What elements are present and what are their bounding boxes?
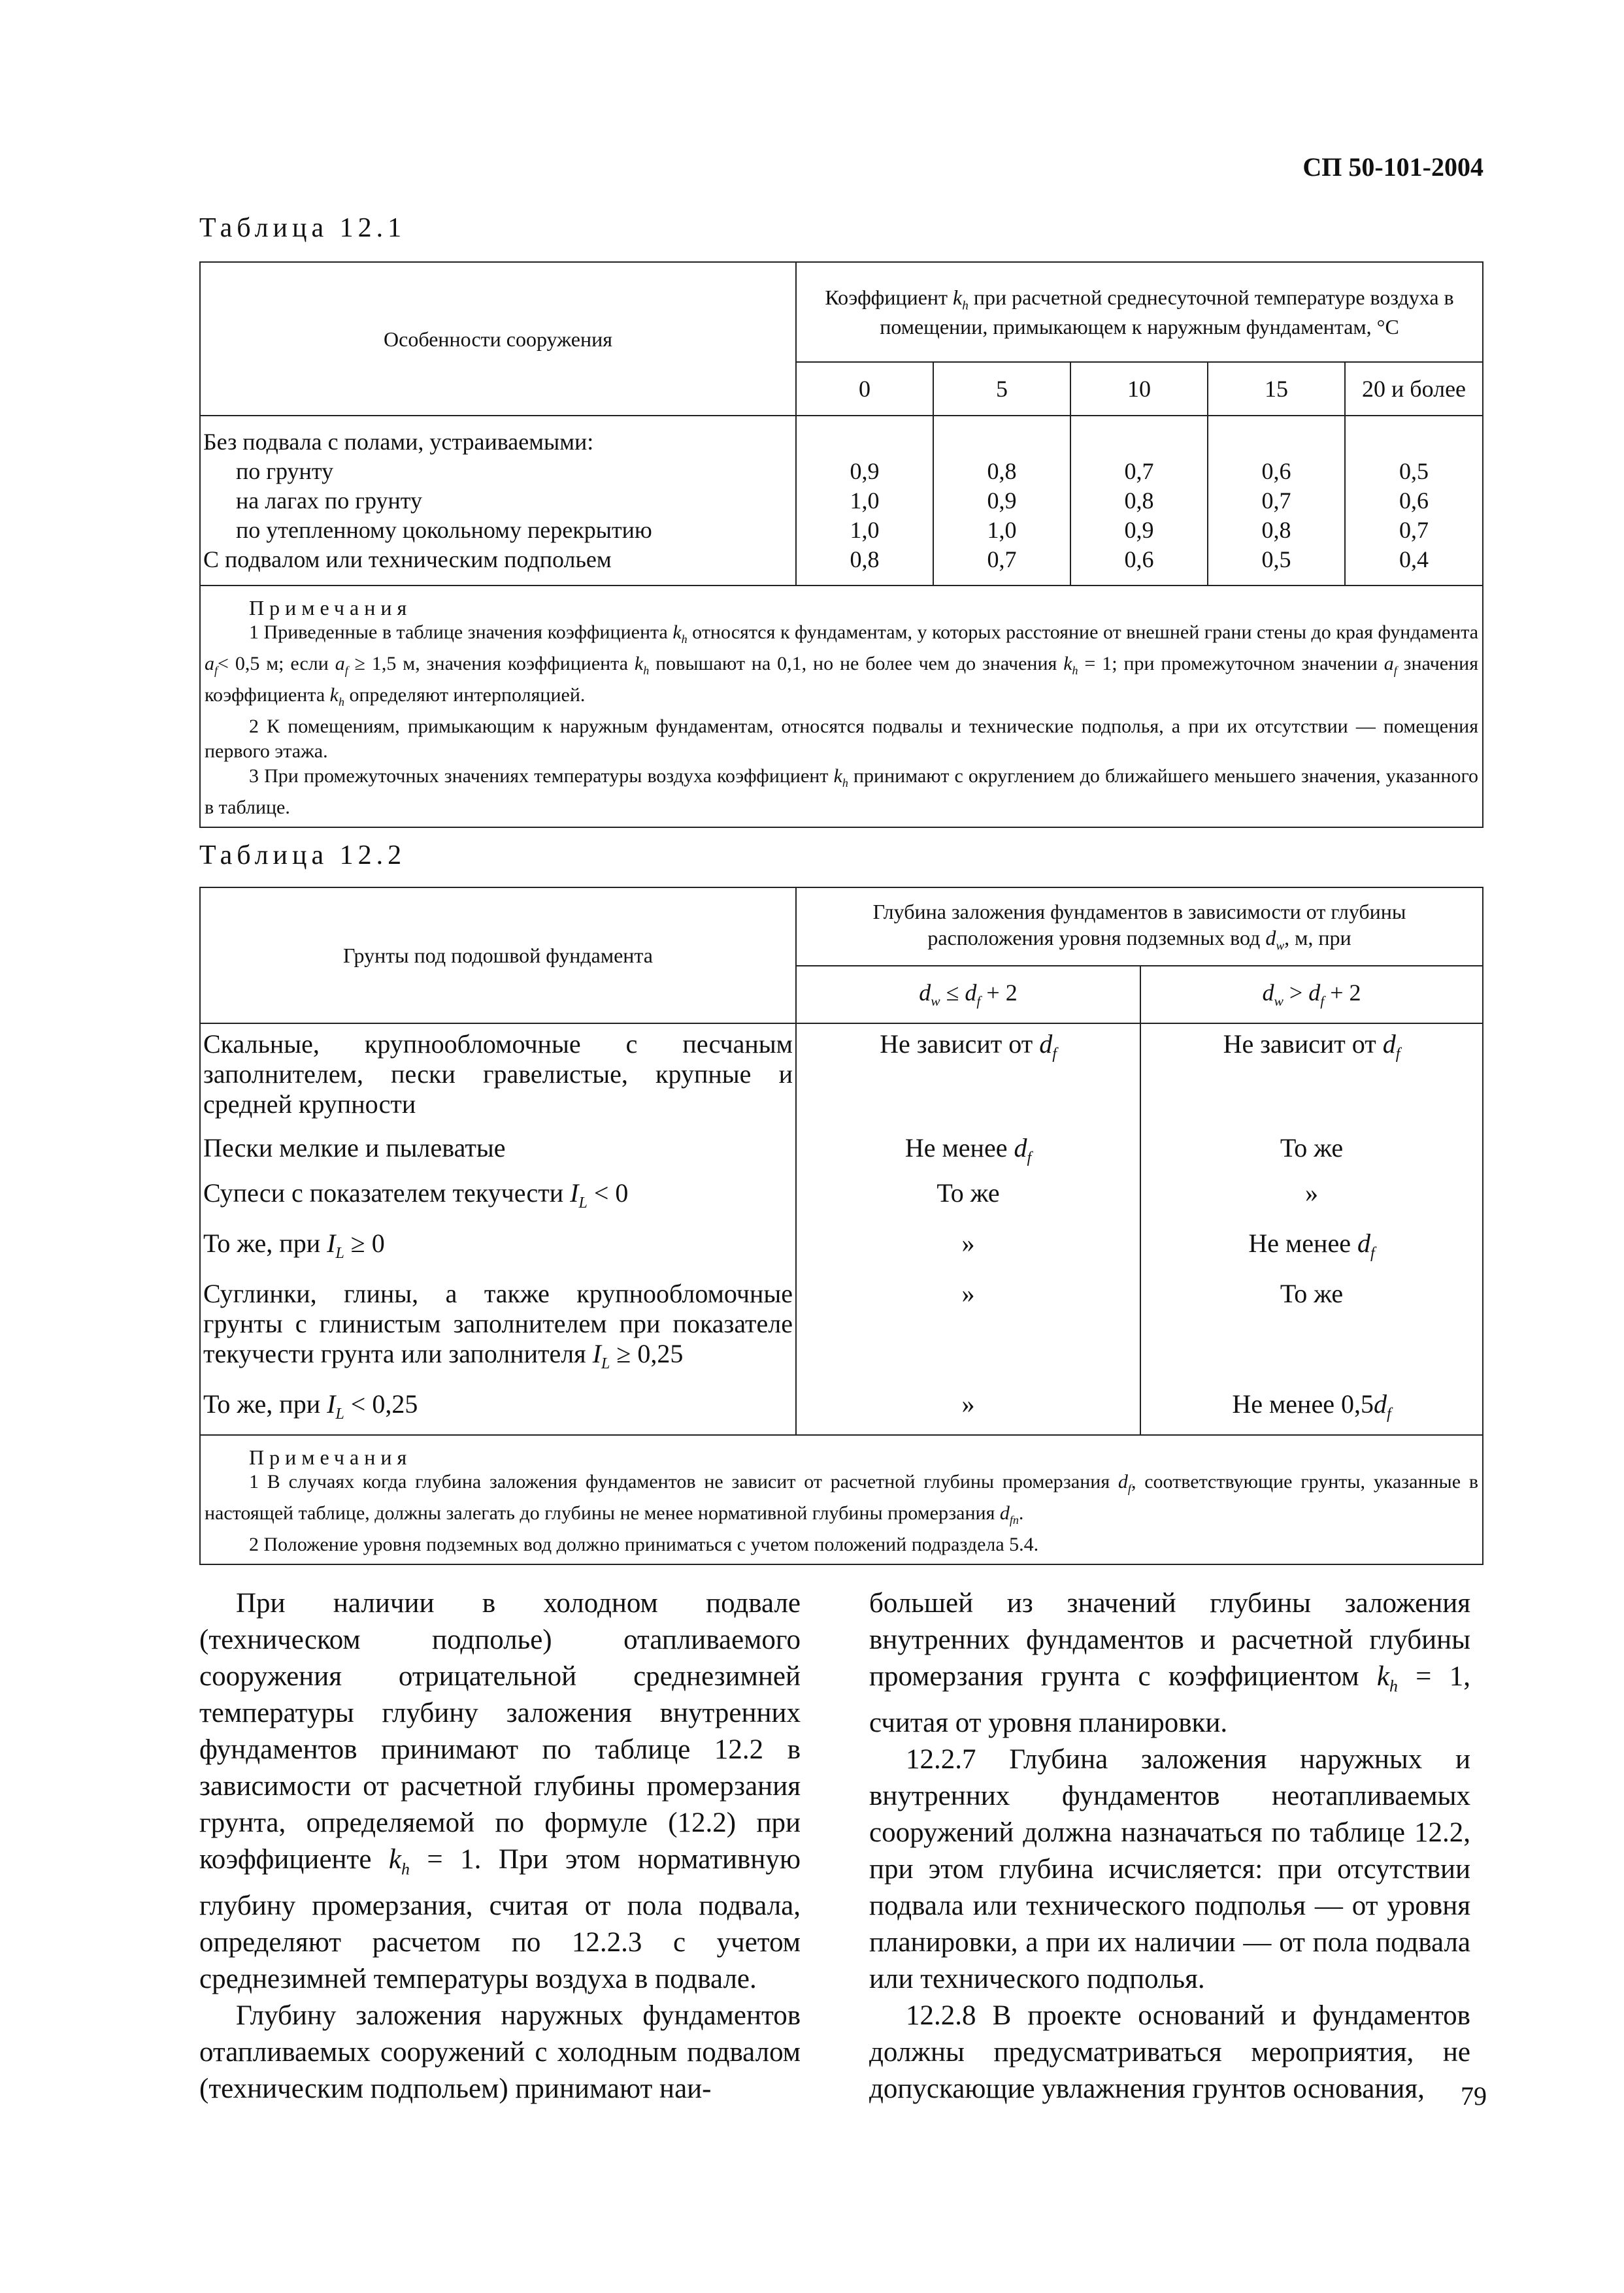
table-12-2-depth-header: Глубина заложения фундаментов в зависимости от глубины расположения уровня подземных вод $d_w$, м, при xyxy=(796,887,1483,966)
body-column-left xyxy=(199,1585,801,2107)
table-12-2-notes xyxy=(200,1435,1483,1564)
table-cell: 0,9 xyxy=(850,457,880,484)
paragraph: 12.2.7 Глубина заложения наружных и внутренних фундаментов неотапливаемых сооружений должна назначаться по таблице 12.2, при этом глубина исчисляется: при отсутствии подвала или технического подполья — от уровня планировки, а при их наличии — от пола подвала или технического подполья. xyxy=(869,1743,1470,1994)
table-cell: 0,7 xyxy=(1399,516,1429,543)
table-cell: 0,9 xyxy=(1124,516,1154,543)
table-row xyxy=(200,1223,1483,1274)
table-row-label: Без подвала с полами, устраиваемыми: xyxy=(203,428,594,455)
page-number: 79 xyxy=(1461,2081,1487,2111)
table-12-1-col-5 xyxy=(933,416,1070,586)
note-2: 2 Положение уровня подземных вод должно приниматься с учетом положений подраздела 5.4. xyxy=(249,1534,1039,1555)
table-row xyxy=(200,1274,1483,1384)
paragraph: При наличии в холодном подвале (техническом подполье) отапливаемого сооружения отрицательной среднезимней температуры глубину заложения внутренних фундаментов принимают по таблице 12.2 в зависимости от расчетной глубины промерзания грунта, определяемой по формуле (12.2) при коэффициенте $k_h = 1$. При этом нормативную глубину промерзания, считая от пола подвала, определяют расчетом по 12.2.3 с учетом среднезимней температуры воздуха в подвале. xyxy=(199,1588,801,1994)
table-cell: » xyxy=(796,1274,1140,1384)
table-row xyxy=(200,1023,1483,1128)
table-cell: Не зависит от $d_f$ xyxy=(796,1023,1140,1128)
table-cell: 1,0 xyxy=(850,487,880,514)
table-12-2-caption: Таблица 12.2 xyxy=(199,840,406,870)
table-cell: 0,5 xyxy=(1261,546,1291,572)
row-label: Пески мелкие и пылеватые xyxy=(200,1128,796,1173)
table-cell: Не менее $0,5d_f$ xyxy=(1140,1384,1483,1435)
table-cell: 0,6 xyxy=(1261,457,1291,484)
table-cell: 1,0 xyxy=(987,516,1017,543)
table-cell: » xyxy=(796,1384,1140,1435)
table-cell: 0,8 xyxy=(850,546,880,572)
table-12-1-notes xyxy=(200,586,1483,827)
table-12-1-feature-header: Особенности сооружения xyxy=(200,262,796,416)
temperature-header: 20 и более xyxy=(1345,362,1483,416)
table-cell: 0,7 xyxy=(987,546,1017,572)
table-cell: Не зависит от $d_f$ xyxy=(1140,1023,1483,1128)
table-row xyxy=(200,1128,1483,1173)
temperature-header: 10 xyxy=(1070,362,1208,416)
table-cell: » xyxy=(796,1223,1140,1274)
table-12-1-col-15 xyxy=(1208,416,1345,586)
table-12-1-col-20 xyxy=(1345,416,1483,586)
temperature-header: 0 xyxy=(796,362,933,416)
row-label: Супеси с показателем текучести $I_L < 0$ xyxy=(200,1173,796,1223)
table-cell: 0,7 xyxy=(1124,457,1154,484)
table-row xyxy=(200,1384,1483,1435)
table-cell: То же xyxy=(1140,1274,1483,1384)
table-cell: 1,0 xyxy=(850,516,880,543)
paragraph: Глубину заложения наружных фундаментов отапливаемых сооружений с холодным подвалом (техническим подпольем) принимают наи- xyxy=(199,2000,801,2104)
table-row-label: по грунту xyxy=(236,457,334,484)
table-12-1-coef-header: Коэффициент $k_h$ при расчетной среднесуточной температуре воздуха в помещении, примыкающем к наружным фундаментам, °С xyxy=(796,262,1483,362)
table-12-1-caption: Таблица 12.1 xyxy=(199,213,406,243)
table-cell: 0,6 xyxy=(1124,546,1154,572)
table-12-1-col-0 xyxy=(796,416,933,586)
table-row-label: по утепленному цокольному перекрытию xyxy=(236,516,652,543)
table-cell: 0,8 xyxy=(1261,516,1291,543)
notes-title: Примечания xyxy=(249,596,412,619)
table-row-label: С подвалом или техническим подпольем xyxy=(203,546,612,572)
condition-header-2: $d_w > d_f + 2$ xyxy=(1140,966,1483,1023)
table-12-2 xyxy=(199,887,1483,1565)
condition-header-1: $d_w \le d_f + 2$ xyxy=(796,966,1140,1023)
table-cell: 0,5 xyxy=(1399,457,1429,484)
table-cell: 0,8 xyxy=(1124,487,1154,514)
row-label: Суглинки, глины, а также крупнообломочные грунты с глинистым заполнителем при показателе текучести грунта или заполнителя $I_L \ge 0,25$ xyxy=(200,1274,796,1384)
table-12-1-col-10 xyxy=(1070,416,1208,586)
note-3: 3 При промежуточных значениях температуры воздуха коэффициент $k_h$ принимают с округлением до ближайшего меньшего значения, указанного в таблице. xyxy=(205,765,1479,818)
table-12-2-soil-header: Грунты под подошвой фундамента xyxy=(200,887,796,1023)
note-1: 1 В случаях когда глубина заложения фундаментов не зависит от расчетной глубины промерзания $d_f$, соответствующие грунты, указанные в настоящей таблице, должны залегать до глубины не менее нормативной глубины промерзания $d_{fn}$. xyxy=(205,1471,1478,1526)
note-1: 1 Приведенные в таблице значения коэффициента $k_h$ относятся к фундаментам, у которых расстояние от внешней грани стены до края фундамента $a_f< 0,5$ м; если $a_f \ge 1,5$ м, значения коэффициента $k_h$ повышают на 0,1, но не более чем до значения $k_h = 1$; при промежуточном значении $a_f$ значения коэффициента $k_h$ определяют интерполяцией. xyxy=(205,621,1479,708)
paragraph: большей из значений глубины заложения внутренних фундаментов и расчетной глубины промерзания грунта с коэффициентом $k_h = 1$, считая от уровня планировки. xyxy=(869,1588,1470,1738)
table-cell: » xyxy=(1140,1173,1483,1223)
row-label: То же, при $I_L < 0,25$ xyxy=(200,1384,796,1435)
row-label: То же, при $I_L \ge 0$ xyxy=(200,1223,796,1274)
temperature-header: 15 xyxy=(1208,362,1345,416)
table-12-1 xyxy=(199,261,1483,828)
temperature-header: 5 xyxy=(933,362,1070,416)
notes-title: Примечания xyxy=(249,1445,412,1469)
table-cell: 0,9 xyxy=(987,487,1017,514)
table-cell: Не менее $d_f$ xyxy=(1140,1223,1483,1274)
table-row-label: на лагах по грунту xyxy=(236,487,423,514)
table-row xyxy=(200,1173,1483,1223)
table-cell: 0,4 xyxy=(1399,546,1429,572)
body-column-right xyxy=(869,1585,1470,2107)
table-cell: То же xyxy=(1140,1128,1483,1173)
table-cell: 0,8 xyxy=(987,457,1017,484)
document-code: СП 50-101-2004 xyxy=(1302,152,1483,182)
table-cell: 0,7 xyxy=(1261,487,1291,514)
table-12-1-row-labels xyxy=(200,416,796,586)
table-cell: 0,6 xyxy=(1399,487,1429,514)
table-cell: Не менее $d_f$ xyxy=(796,1128,1140,1173)
paragraph: 12.2.8 В проекте оснований и фундаментов должны предусматриваться мероприятия, не допускающие увлажнения грунтов основания, xyxy=(869,2000,1470,2104)
table-cell: То же xyxy=(796,1173,1140,1223)
note-2: 2 К помещениям, примыкающим к наружным фундаментам, относятся подвалы и технические подполья, а при их отсутствии — помещения первого этажа. xyxy=(205,716,1479,762)
row-label: Скальные, крупнообломочные с песчаным заполнителем, пески гравелистые, крупные и средней крупности xyxy=(200,1023,796,1128)
